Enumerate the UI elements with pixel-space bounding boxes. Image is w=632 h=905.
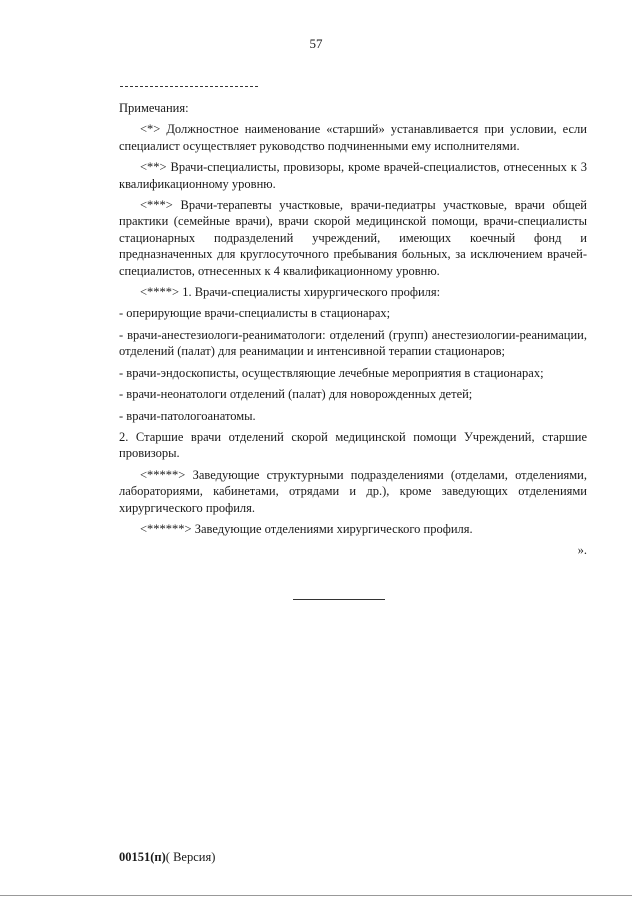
note-paragraph: <******> Заведующие отделениями хирургического профиля. (140, 521, 473, 536)
page-bottom-edge (0, 895, 632, 896)
footer-version: ( Версия) (165, 850, 216, 864)
note-list-item: - врачи-анестезиологи-реаниматологи: отделений (групп) анестезиологии-реанимации, отделений (палат) для реанимации и интенсивной терапии стационаров; (119, 327, 587, 359)
notes-heading: Примечания: (119, 101, 189, 115)
footer (119, 850, 215, 865)
separator-line (120, 86, 258, 87)
note-list-item: - оперирующие врачи-специалисты в стационарах; (119, 306, 391, 321)
note-paragraph: <*> Должностное наименование «старший» устанавливается при условии, если специалист осуществляет руководство подчиненными ему исполнителями. (119, 122, 587, 153)
note-paragraph: <****> 1. Врачи-специалисты хирургического профиля: (140, 285, 441, 300)
note-paragraph: <*****> Заведующие структурными подразделениями (отделами, отделениями, лабораториями, кабинетами, отрядами и др.), кроме заведующих отделениями хирургического профиля. (119, 467, 587, 515)
note-list-item: - врачи-неонатологи отделений (палат) для новорожденных детей; (119, 387, 473, 402)
note-paragraph: 2. Старшие врачи отделений скорой медицинской помощи Учреждений, старшие провизоры. (119, 429, 587, 461)
note-paragraph: <***> Врачи-терапевты участковые, врачи-педиатры участковые, врачи общей практики (семейные врачи), врачи скорой медицинской помощи, врачи-специалисты стационарных подразделений учреждений, имеющих коечный фонд и предназначенных для круглосуточного пребывания больных, за исключением врачей-специалистов, отнесенных к 4 квалификационному уровню. (119, 198, 587, 278)
end-divider-line (293, 599, 385, 600)
note-paragraph: <**> Врачи-специалисты, провизоры, кроме врачей-специалистов, отнесенных к 3 квалификационному уровню. (119, 160, 587, 191)
footer-document-code: 00151(п) (119, 850, 166, 864)
note-list-item: - врачи-эндоскописты, осуществляющие лечебные мероприятия в стационарах; (119, 365, 544, 380)
page-number: 57 (309, 36, 323, 51)
document-body (119, 100, 587, 559)
note-list-item: - врачи-патологоанатомы. (119, 408, 256, 423)
closing-quote-mark: ». (577, 543, 587, 558)
